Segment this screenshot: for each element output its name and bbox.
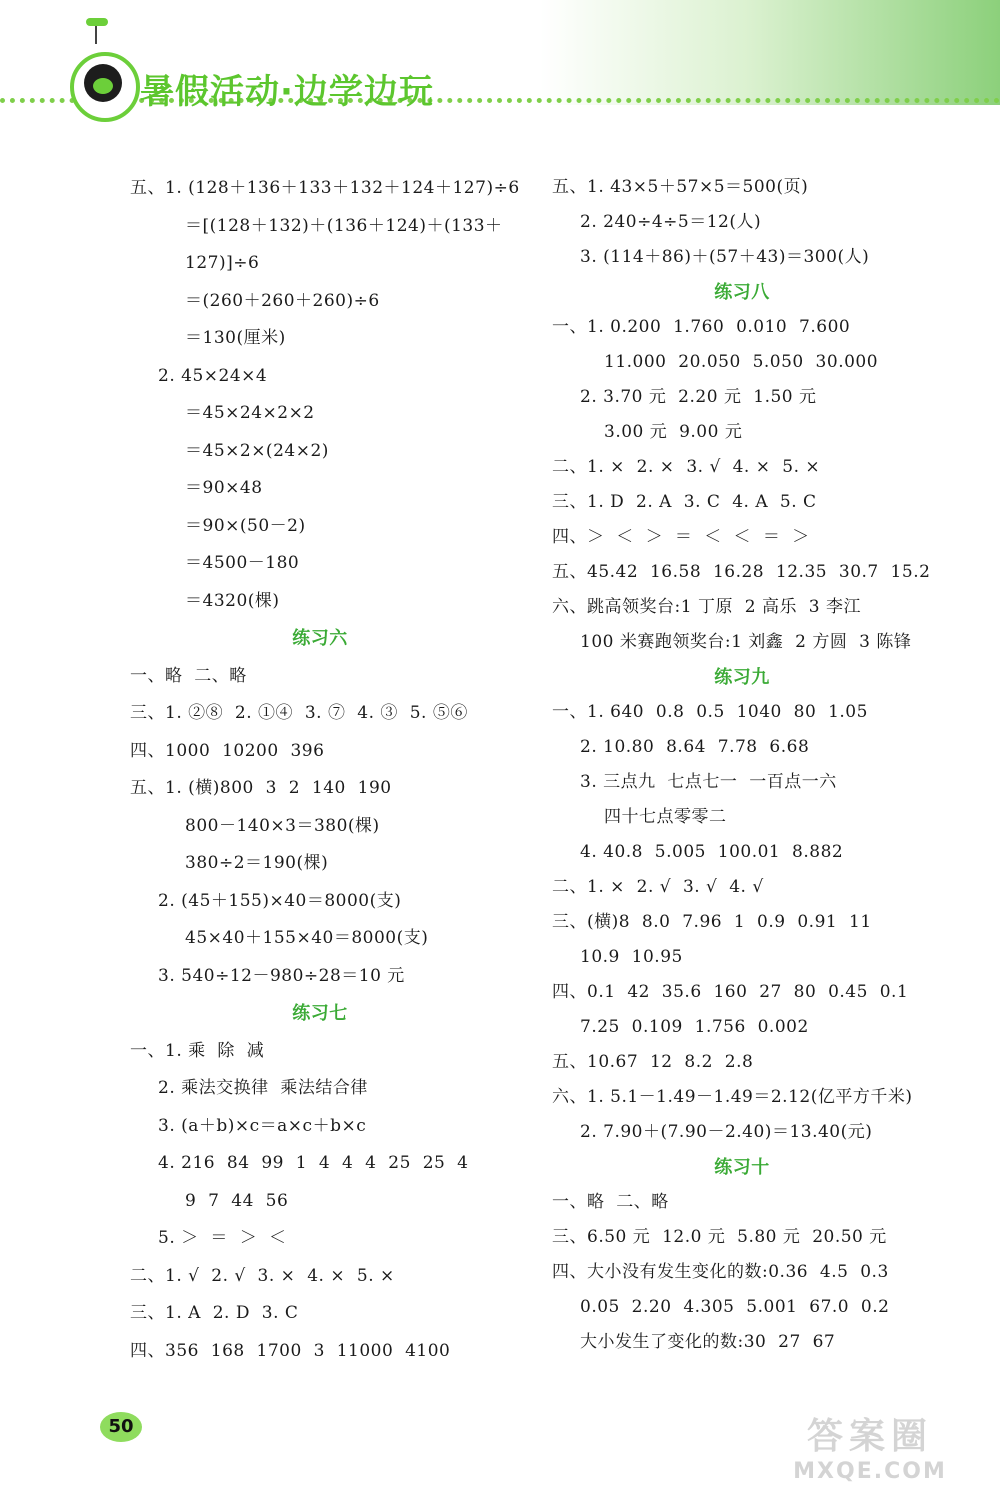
answer-line: 10.9 10.95 bbox=[580, 947, 683, 967]
answer-line: 3. 540÷12－980÷28＝10 元 bbox=[158, 965, 405, 986]
answer-line: 四、0.1 42 35.6 160 27 80 0.45 0.1 bbox=[552, 982, 909, 1002]
answer-line: 四、1000 10200 396 bbox=[130, 740, 325, 761]
answer-line: 六、1. 5.1－1.49－1.49＝2.12(亿平方千米) bbox=[552, 1087, 913, 1107]
answer-line: 一、1. 640 0.8 0.5 1040 80 1.05 bbox=[552, 702, 868, 722]
answer-line: 三、1. A 2. D 3. C bbox=[130, 1303, 299, 1323]
answer-line: ＝4320(棵) bbox=[185, 590, 280, 611]
logo-character-icon bbox=[84, 64, 122, 102]
answer-line: 2. 10.80 8.64 7.78 6.68 bbox=[580, 737, 810, 757]
answer-line: 二、1. × 2. √ 3. √ 4. √ bbox=[552, 877, 764, 897]
answer-line: 一、略 二、略 bbox=[552, 1192, 669, 1212]
answer-line: 一、略 二、略 bbox=[130, 665, 247, 686]
answer-line: 五、45.42 16.58 16.28 12.35 30.7 15.2 bbox=[552, 562, 931, 582]
watermark-line-2: MXQE.COM bbox=[793, 1459, 947, 1484]
logo-flag bbox=[86, 18, 108, 26]
section-heading: 练习九 bbox=[714, 667, 770, 688]
answer-line: 5. ＞ ＝ ＞ ＜ bbox=[158, 1228, 287, 1248]
answer-line: 127)]÷6 bbox=[185, 253, 260, 273]
answer-line: 三、1. D 2. A 3. C 4. A 5. C bbox=[552, 492, 817, 512]
answer-line: 2. 7.90＋(7.90－2.40)＝13.40(元) bbox=[580, 1122, 873, 1142]
watermark-logo bbox=[760, 1408, 980, 1488]
header-foliage-decoration bbox=[540, 0, 1000, 105]
section-heading: 练习六 bbox=[292, 628, 348, 649]
answer-line: 三、(横)8 8.0 7.96 1 0.9 0.91 11 bbox=[552, 912, 872, 932]
watermark-line-1: 答案圈 bbox=[806, 1416, 933, 1457]
answer-line: 五、1. (128＋136＋133＋132＋124＋127)÷6 bbox=[130, 178, 520, 198]
answer-line: 三、1. ②⑧ 2. ①④ 3. ⑦ 4. ③ 5. ⑤⑥ bbox=[130, 703, 468, 723]
answer-line: ＝[(128＋132)＋(136＋124)＋(133＋ bbox=[185, 215, 503, 236]
answer-line: ＝45×24×2×2 bbox=[185, 403, 315, 423]
answer-line: 四、＞ ＜ ＞ ＝ ＜ ＜ ＝ ＞ bbox=[552, 527, 810, 547]
answer-line: 2. 45×24×4 bbox=[158, 365, 268, 386]
right-answer-column bbox=[552, 170, 952, 1360]
header-title: 暑假活动·边学边玩 bbox=[140, 72, 434, 112]
answer-line: 一、1. 乘 除 减 bbox=[130, 1040, 265, 1061]
page-number: 50 bbox=[100, 1412, 142, 1442]
page-header bbox=[0, 0, 1000, 120]
answer-line: 380÷2＝190(棵) bbox=[185, 853, 329, 873]
answer-line: 四十七点零零二 bbox=[604, 807, 727, 827]
answer-line: 100 米赛跑领奖台:1 刘鑫 2 方圆 3 陈锋 bbox=[580, 632, 912, 652]
answer-line: 四、大小没有发生变化的数:0.36 4.5 0.3 bbox=[552, 1262, 889, 1282]
answer-line: 2. 乘法交换律 乘法结合律 bbox=[158, 1078, 368, 1098]
answer-line: 三、6.50 元 12.0 元 5.80 元 20.50 元 bbox=[552, 1227, 887, 1247]
answer-line: 11.000 20.050 5.050 30.000 bbox=[604, 352, 879, 372]
section-heading: 练习七 bbox=[292, 1003, 348, 1024]
answer-line: 7.25 0.109 1.756 0.002 bbox=[580, 1017, 809, 1037]
section-heading: 练习八 bbox=[714, 282, 770, 303]
answer-line: 五、1. (横)800 3 2 140 190 bbox=[130, 778, 392, 798]
answer-line: 二、1. √ 2. √ 3. × 4. × 5. × bbox=[130, 1265, 395, 1286]
answer-line: 800－140×3＝380(棵) bbox=[185, 815, 380, 836]
answer-line: ＝130(厘米) bbox=[185, 328, 286, 348]
answer-line: 大小发生了变化的数:30 27 67 bbox=[580, 1332, 836, 1352]
answer-line: 2. 240÷4÷5＝12(人) bbox=[580, 212, 762, 232]
answer-line: 9 7 44 56 bbox=[185, 1190, 289, 1211]
answer-line: 3. (114＋86)＋(57＋43)＝300(人) bbox=[580, 247, 870, 267]
answer-line: 六、跳高领奖台:1 丁原 2 高乐 3 李江 bbox=[552, 597, 862, 617]
answer-line: 五、1. 43×5＋57×5＝500(页) bbox=[552, 177, 809, 197]
answer-line: 2. (45＋155)×40＝8000(支) bbox=[158, 890, 402, 911]
left-answer-column bbox=[130, 170, 530, 1370]
answer-line: 一、1. 0.200 1.760 0.010 7.600 bbox=[552, 317, 851, 337]
answer-line: ＝45×2×(24×2) bbox=[185, 440, 329, 461]
answer-line: 0.05 2.20 4.305 5.001 67.0 0.2 bbox=[580, 1297, 890, 1317]
answer-line: ＝4500－180 bbox=[185, 553, 300, 573]
section-heading: 练习十 bbox=[714, 1157, 770, 1178]
answer-line: ＝(260＋260＋260)÷6 bbox=[185, 290, 380, 311]
answer-line: 二、1. × 2. × 3. √ 4. × 5. × bbox=[552, 457, 821, 477]
answer-line: 五、10.67 12 8.2 2.8 bbox=[552, 1052, 754, 1072]
answer-line: 3. 三点九 七点七一 一百点一六 bbox=[580, 772, 837, 792]
answer-line: 3. (a＋b)×c＝a×c＋b×c bbox=[158, 1115, 367, 1136]
answer-line: 4. 40.8 5.005 100.01 8.882 bbox=[580, 842, 844, 862]
answer-line: 4. 216 84 99 1 4 4 4 25 25 4 bbox=[158, 1153, 469, 1173]
answer-line: ＝90×48 bbox=[185, 478, 263, 498]
answer-line: 2. 3.70 元 2.20 元 1.50 元 bbox=[580, 387, 817, 407]
answer-line: ＝90×(50－2) bbox=[185, 515, 306, 536]
answer-line: 45×40＋155×40＝8000(支) bbox=[185, 928, 429, 948]
answer-line: 3.00 元 9.00 元 bbox=[604, 422, 743, 442]
answer-line: 四、356 168 1700 3 11000 4100 bbox=[130, 1340, 451, 1361]
